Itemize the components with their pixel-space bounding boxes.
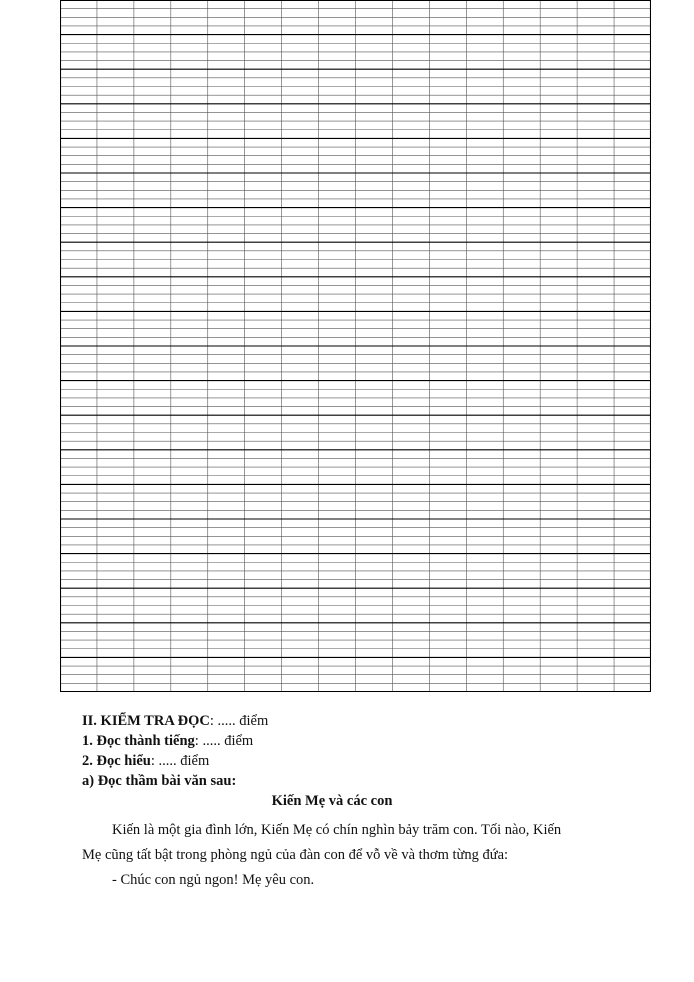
handwriting-grid	[60, 0, 651, 692]
item-1-score: : ..... điểm	[194, 733, 254, 749]
item-2	[82, 751, 652, 771]
item-a: a) Đọc thầm bài văn sau:	[82, 773, 237, 789]
item-2-score: : ..... điểm	[150, 753, 210, 769]
story-paragraph-line-1: Kiến là một gia đình lớn, Kiến Mẹ có chín nghìn bảy trăm con. Tối nào, Kiến	[112, 822, 562, 838]
story-text	[82, 818, 642, 893]
item-1	[82, 731, 652, 751]
item-1-label: 1. Đọc thành tiếng	[82, 733, 195, 749]
reading-section	[82, 711, 652, 811]
item-2-label: 2. Đọc hiểu	[82, 753, 151, 769]
story-dialogue: - Chúc con ngủ ngon! Mẹ yêu con.	[112, 872, 315, 888]
section-heading-score: : ..... điểm	[209, 713, 269, 729]
story-title: Kiến Mẹ và các con	[271, 793, 393, 809]
story-paragraph-line-2: Mẹ cũng tất bật trong phòng ngủ của đàn con để vỗ về và thơm từng đứa:	[82, 847, 509, 863]
section-heading-bold: II. KIỂM TRA ĐỌC	[82, 713, 210, 729]
section-heading	[82, 711, 652, 731]
